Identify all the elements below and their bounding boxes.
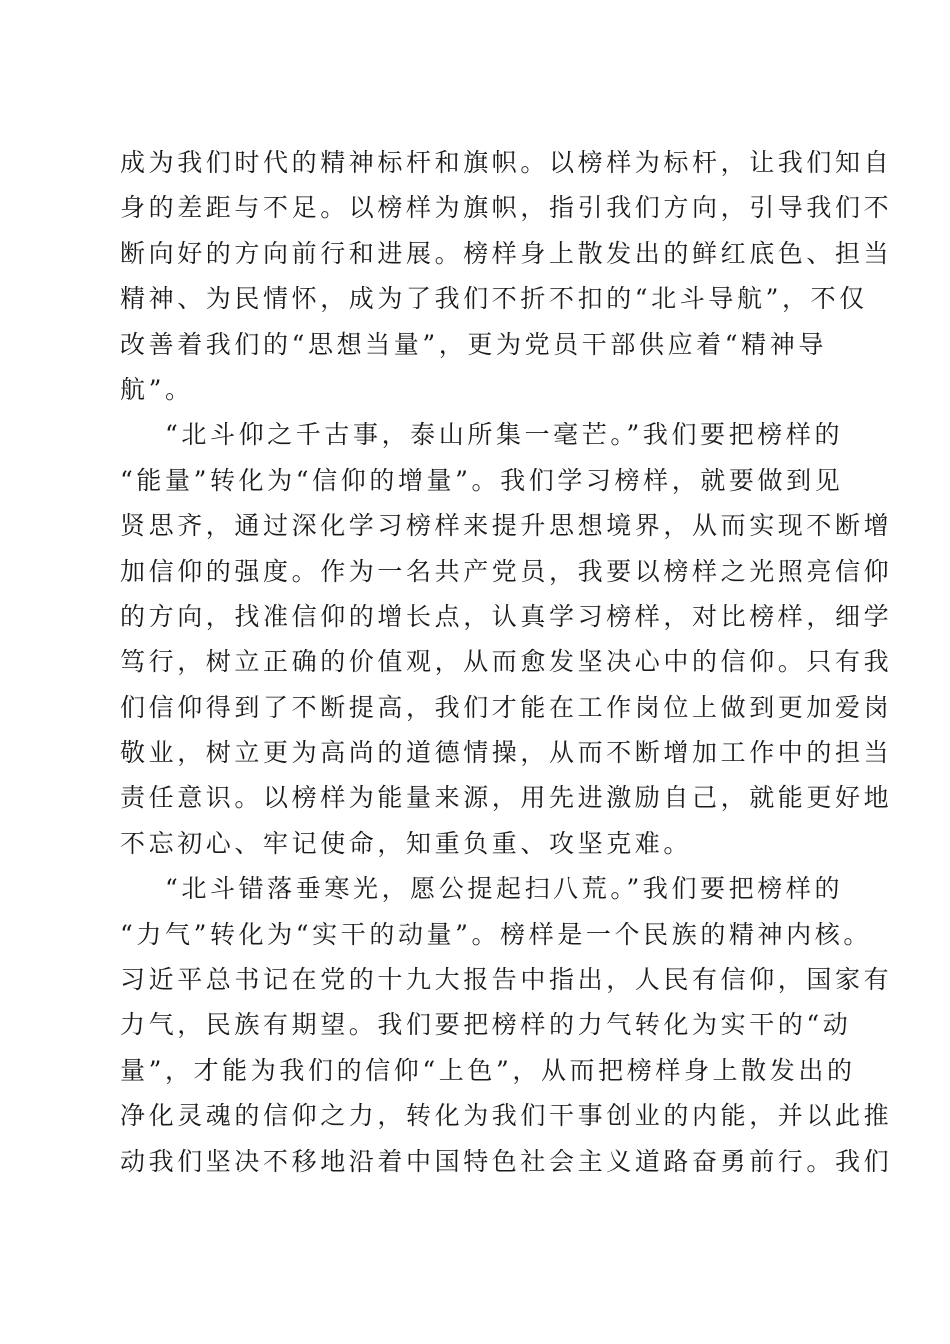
paragraph-1-line-3: 断向好的方向前行和进展。榜样身上散发出的鲜红底色、担当 [120,238,893,268]
paragraph-2-line-1: “北斗仰之千古事，泰山所集一毫芒。”我们要把榜样的 [165,420,844,450]
paragraph-2-line-4: 加信仰的强度。作为一名共产党员，我要以榜样之光照亮信仰 [120,556,893,586]
paragraph-1-line-4: 精神、为民情怀，成为了我们不折不扣的“北斗导航”，不仅 [120,284,868,314]
paragraph-1-line-2: 身的差距与不足。以榜样为旗帜，指引我们方向，引导我们不 [120,193,893,223]
paragraph-3-line-7: 动我们坚决不移地沿着中国特色社会主义道路奋勇前行。我们 [120,1146,893,1176]
paragraph-2-line-5: 的方向，找准信仰的增长点，认真学习榜样，对比榜样，细学 [120,601,893,631]
body-text [120,140,893,1184]
paragraph-2-line-10: 不忘初心、牢记使命，知重负重、攻坚克难。 [120,828,693,858]
paragraph-3-line-4: 力气，民族有期望。我们要把榜样的力气转化为实干的“动 [120,1010,852,1040]
paragraph-3-line-5: 量”，才能为我们的信仰“上色”，从而把榜样身上散发出的 [120,1055,856,1085]
paragraph-3-line-2: “力气”转化为“实干的动量”。榜样是一个民族的精神内核。 [120,919,872,949]
paragraph-2-line-9: 责任意识。以榜样为能量来源，用先进激励自己，就能更好地 [120,783,893,813]
paragraph-2-line-7: 们信仰得到了不断提高，我们才能在工作岗位上做到更加爱岗 [120,692,893,722]
paragraph-2-line-6: 笃行，树立正确的价值观，从而愈发坚决心中的信仰。只有我 [120,647,893,677]
paragraph-2-line-3: 贤思齐，通过深化学习榜样来提升思想境界，从而实现不断增 [120,511,893,541]
paragraph-1-line-1: 成为我们时代的精神标杆和旗帜。以榜样为标杆，让我们知自 [120,148,893,177]
paragraph-1-line-5: 改善着我们的“思想当量”，更为党员干部供应着“精神导 [120,329,827,359]
paragraph-2-line-8: 敬业，树立更为高尚的道德情操，从而不断增加工作中的担当 [120,738,893,768]
paragraph-3-line-1: “北斗错落垂寒光，愿公提起扫八荒。”我们要把榜样的 [165,874,844,904]
paragraph-2-line-2: “能量”转化为“信仰的增量”。我们学习榜样，就要做到见 [120,465,844,495]
paragraph-3-line-3: 习近平总书记在党的十九大报告中指出，人民有信仰，国家有 [120,965,893,995]
paragraph-3-line-6: 净化灵魂的信仰之力，转化为我们干事创业的内能，并以此推 [120,1101,893,1131]
paragraph-1-line-6: 航”。 [120,374,194,404]
